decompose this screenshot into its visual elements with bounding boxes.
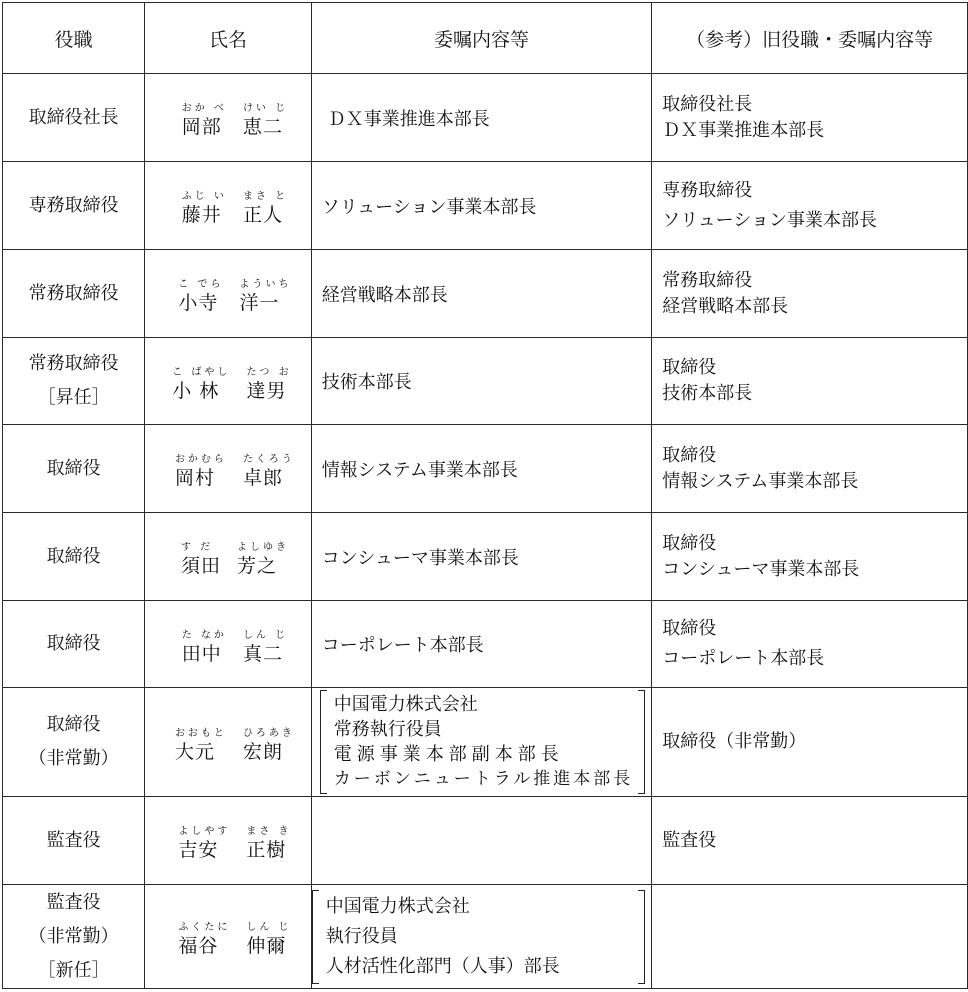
position-text: 専務取締役 — [28, 194, 119, 216]
officer-name — [175, 721, 295, 764]
concurrent-post-line: 電源事業本部副本部長 — [333, 744, 564, 765]
position-note: ［新任］ — [37, 959, 110, 981]
given-name: 芳之 — [236, 555, 277, 577]
appointment-text: 情報システム事業本部長 — [321, 459, 518, 481]
given-name: 正人 — [242, 204, 283, 226]
appointment-text: ＤＸ事業推進本部長 — [327, 108, 490, 130]
appointment-text: 経営戦略本部長 — [321, 284, 448, 306]
position-note: ［昇任］ — [37, 387, 110, 408]
position-text: 監査役 — [46, 829, 101, 851]
name-cell — [145, 513, 312, 601]
previous-cell — [652, 513, 968, 601]
name-cell — [145, 425, 312, 513]
concurrent-post-line: カーボンニュートラル推進本部長 — [333, 769, 634, 789]
given-name: 恵二 — [242, 116, 283, 138]
concurrent-post-line: 中国電力株式会社 — [333, 694, 478, 715]
position-text: 取締役社長 — [28, 106, 119, 128]
previous-text: ソリューション事業本部長 — [662, 209, 877, 231]
position-cell — [3, 162, 145, 250]
previous-text: 専務取締役 — [662, 179, 753, 201]
previous-cell — [652, 425, 968, 513]
previous-text: 取締役（非常勤） — [662, 731, 807, 752]
appointment-cell — [311, 513, 652, 601]
given-name: 達男 — [246, 379, 287, 402]
family-name: 吉安 — [178, 839, 219, 861]
previous-text: 取締役 — [662, 532, 717, 554]
officer-name — [178, 819, 291, 862]
previous-cell — [652, 162, 968, 250]
officer-name — [181, 535, 289, 578]
concurrent-post-line: 執行役員 — [325, 925, 398, 947]
officer-table — [2, 2, 968, 989]
header-position: 役職 — [3, 3, 145, 74]
given-name: 真二 — [242, 642, 283, 665]
family-name-reading: ふじ い — [181, 191, 227, 202]
previous-cell — [652, 250, 968, 338]
table-row — [3, 885, 968, 989]
table-row — [3, 338, 968, 425]
appointment-cell — [311, 338, 652, 425]
name-cell — [145, 162, 312, 250]
previous-text: 取締役 — [662, 444, 717, 466]
appointment-text: 技術本部長 — [321, 372, 412, 393]
previous-cell — [652, 601, 968, 688]
family-name: 小 林 — [172, 379, 220, 402]
appointment-cell — [311, 797, 652, 885]
officer-name — [182, 96, 288, 139]
family-name-reading: よしやす — [178, 826, 231, 837]
table-row — [3, 797, 968, 885]
concurrent-post-line: 中国電力株式会社 — [325, 895, 470, 917]
table-row — [3, 74, 968, 162]
previous-text: コーポレート本部長 — [662, 648, 825, 669]
given-name-reading: よういち — [239, 279, 292, 290]
given-name-reading: たつ お — [246, 366, 292, 378]
position-cell — [3, 338, 145, 425]
appointment-cell — [311, 601, 652, 688]
position-text: 常務取締役 — [28, 353, 119, 374]
previous-text: 監査役 — [662, 829, 717, 851]
family-name-reading: す だ — [180, 542, 214, 553]
officer-name — [172, 360, 291, 403]
appointment-cell — [311, 162, 652, 250]
given-name: 宏朗 — [242, 740, 283, 763]
officer-name — [182, 623, 288, 666]
family-name-reading: ふくたに — [178, 922, 231, 933]
previous-text: ＤＸ事業推進本部長 — [662, 119, 825, 141]
given-name-reading: たくろう — [242, 454, 295, 465]
family-name-reading: おかむら — [174, 454, 227, 465]
previous-text: 常務取締役 — [662, 269, 753, 291]
previous-cell — [652, 74, 968, 162]
given-name-reading: まさ き — [246, 826, 292, 837]
position-cell — [3, 601, 145, 688]
previous-text: 取締役社長 — [662, 93, 753, 115]
given-name-reading: ひろあき — [242, 727, 295, 739]
family-name-reading: こ ばやし — [172, 366, 231, 378]
family-name-reading: た なか — [181, 629, 227, 641]
family-name: 田中 — [181, 642, 222, 665]
name-cell — [145, 601, 312, 688]
given-name-reading: まさ と — [242, 191, 289, 202]
family-name-reading: おおもと — [174, 727, 227, 739]
officer-name — [182, 184, 288, 227]
family-name: 小寺 — [178, 292, 219, 314]
table-row — [3, 425, 968, 513]
position-cell — [3, 885, 145, 989]
officer-name — [175, 447, 295, 490]
header-name: 氏名 — [145, 3, 312, 74]
family-name: 大元 — [174, 740, 215, 763]
name-cell — [145, 338, 312, 425]
appointment-cell — [311, 74, 652, 162]
appointment-text: コンシューマ事業本部長 — [321, 547, 519, 569]
appointment-text: コーポレート本部長 — [321, 635, 484, 656]
name-cell — [145, 250, 312, 338]
concurrent-post-line: 人材活性化部門（人事）部長 — [325, 955, 560, 977]
position-text: 常務取締役 — [28, 282, 119, 304]
position-cell — [3, 513, 145, 601]
table-row — [3, 162, 968, 250]
position-text: 取締役 — [46, 714, 101, 735]
given-name: 洋一 — [239, 292, 280, 314]
name-cell — [145, 797, 312, 885]
concurrent-post-line: 常務執行役員 — [333, 719, 442, 740]
position-cell — [3, 250, 145, 338]
position-cell — [3, 797, 145, 885]
position-cell — [3, 425, 145, 513]
appointment-cell — [311, 425, 652, 513]
family-name: 須田 — [180, 555, 221, 577]
appointment-cell — [311, 250, 652, 338]
given-name: 正樹 — [246, 839, 287, 861]
appointment-cell — [311, 885, 652, 989]
given-name-reading: しん じ — [246, 922, 292, 933]
appointment-cell — [311, 688, 652, 797]
position-cell — [3, 688, 145, 797]
given-name-reading: よしゆき — [236, 542, 289, 553]
family-name: 岡村 — [174, 467, 215, 489]
given-name-reading: けい じ — [242, 103, 289, 114]
header-previous: （参考）旧役職・委嘱内容等 — [652, 3, 968, 74]
given-name: 伸爾 — [246, 935, 287, 957]
header-appointment: 委嘱内容等 — [311, 3, 652, 74]
previous-text: 経営戦略本部長 — [662, 295, 789, 317]
previous-text: 情報システム事業本部長 — [662, 470, 859, 492]
family-name: 岡部 — [181, 116, 222, 138]
previous-cell — [652, 688, 968, 797]
position-cell — [3, 74, 145, 162]
position-note: （非常勤） — [28, 925, 119, 947]
previous-text: 取締役 — [662, 618, 717, 639]
name-cell — [145, 74, 312, 162]
previous-text: 技術本部長 — [662, 383, 753, 404]
table-row — [3, 250, 968, 338]
given-name-reading: しん じ — [242, 629, 289, 641]
concurrent-post-bracket — [312, 890, 646, 984]
name-cell — [145, 885, 312, 989]
name-cell — [145, 688, 312, 797]
previous-cell — [652, 338, 968, 425]
table-row — [3, 601, 968, 688]
previous-cell — [652, 797, 968, 885]
family-name: 藤井 — [181, 204, 222, 226]
previous-text: 取締役 — [662, 357, 717, 378]
table-row — [3, 513, 968, 601]
header-row — [3, 3, 968, 74]
previous-text: コンシューマ事業本部長 — [662, 558, 860, 580]
officer-name — [178, 272, 291, 315]
appointment-text: ソリューション事業本部長 — [321, 196, 537, 218]
position-text: 監査役 — [46, 891, 101, 913]
family-name-reading: こ でら — [178, 279, 224, 290]
officer-name — [178, 915, 291, 958]
concurrent-post-bracket — [320, 690, 646, 794]
family-name-reading: おか べ — [181, 103, 227, 114]
family-name: 福谷 — [178, 935, 219, 957]
position-text: 取締役 — [46, 457, 101, 479]
position-note: （非常勤） — [28, 748, 119, 769]
given-name: 卓郎 — [242, 467, 283, 489]
table-row — [3, 688, 968, 797]
position-text: 取締役 — [46, 633, 101, 654]
previous-cell — [652, 885, 968, 989]
position-text: 取締役 — [46, 545, 101, 567]
